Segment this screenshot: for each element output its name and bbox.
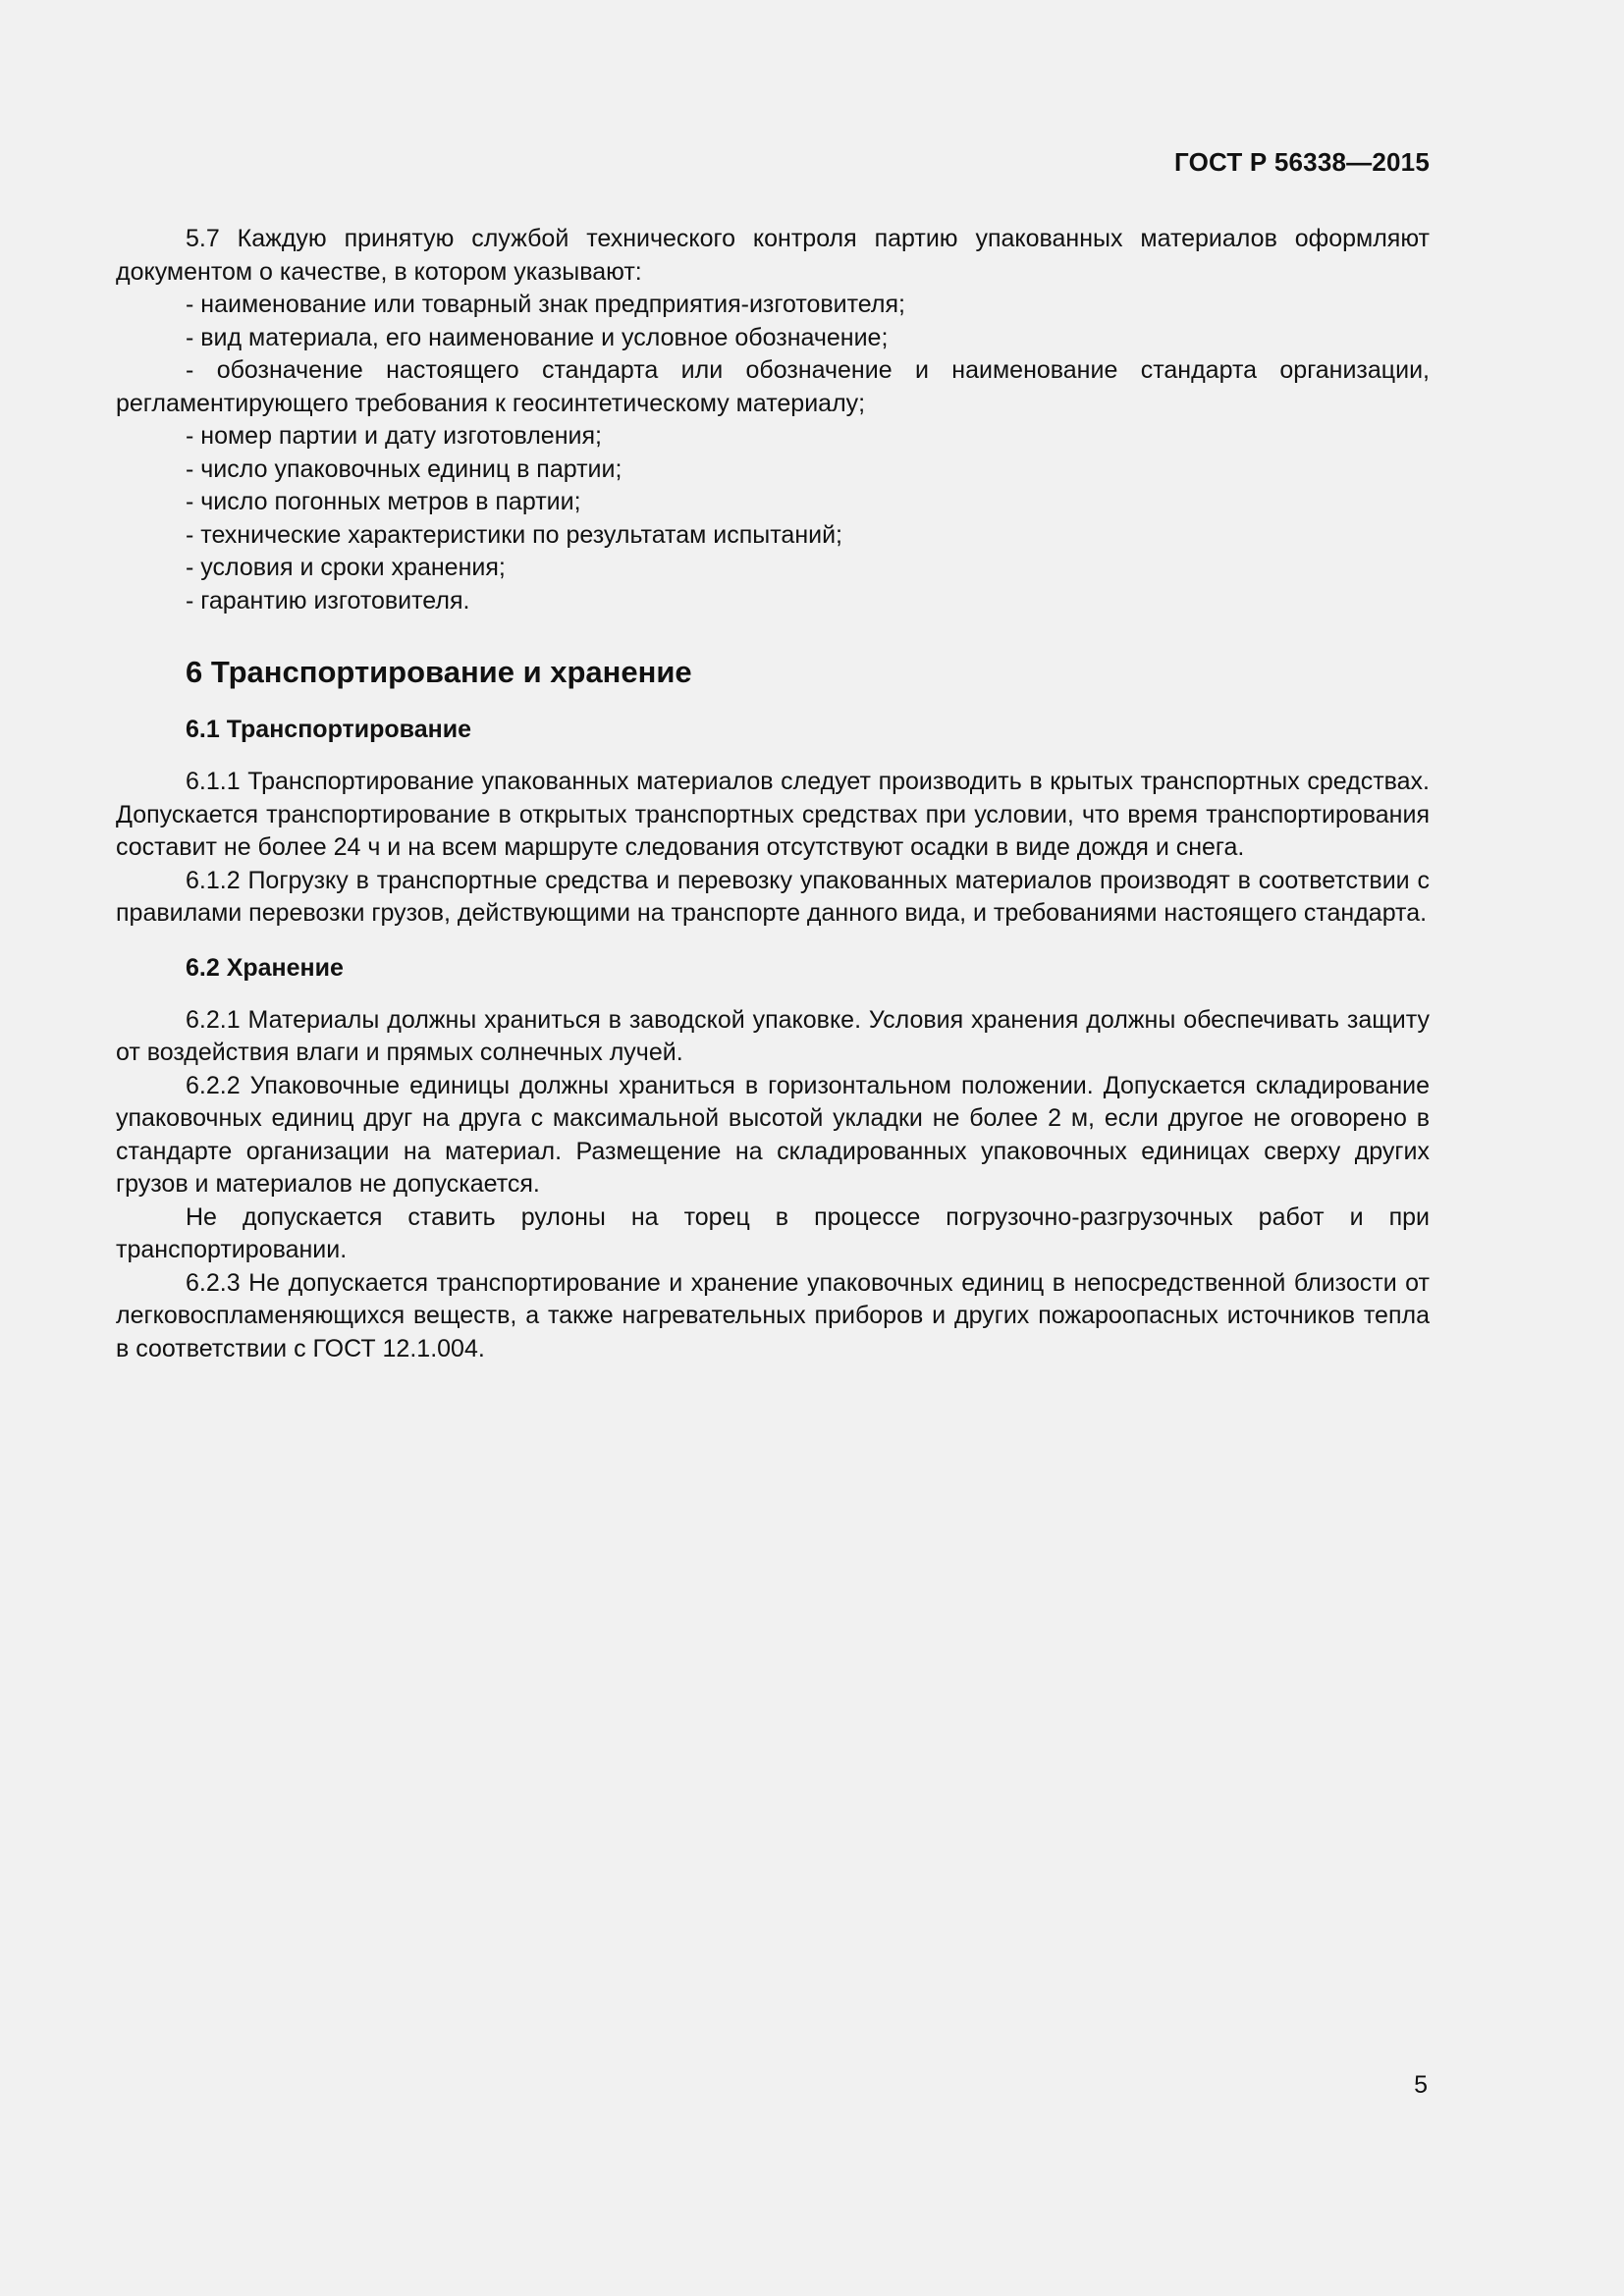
subsection-6-2-heading: 6.2 Хранение — [186, 953, 344, 982]
document-code-header: ГОСТ Р 56338—2015 — [1174, 147, 1430, 177]
list-item: - число упаковочных единиц в партии; — [186, 454, 623, 483]
subsection-6-1-heading: 6.1 Транспортирование — [186, 716, 471, 743]
paragraph-6-1-2: 6.1.2 Погрузку в транспортные средства и перевозку упакованных материалов производят в соответствии с правилами перевозки грузов, действующими на транспорте данного вида, и требованиями настоящего стандарта. — [116, 866, 1430, 927]
clause-5-7-intro: 5.7 Каждую принятую службой технического контроля партию упакованных материалов оформляют документом о качестве, в котором указывают: — [116, 225, 1430, 286]
page-number: 5 — [1414, 2071, 1428, 2099]
list-item: - технические характеристики по результатам испытаний; — [186, 520, 842, 549]
list-item: - наименование или товарный знак предприятия-изготовителя; — [186, 291, 905, 318]
list-item: - вид материала, его наименование и условное обозначение; — [186, 323, 889, 351]
paragraph-6-2-1: 6.2.1 Материалы должны храниться в заводской упаковке. Условия хранения должны обеспечивать защиту от воздействия влаги и прямых солнечных лучей. — [116, 1005, 1430, 1066]
list-item: - номер партии и дату изготовления; — [186, 422, 602, 450]
list-item: - условия и сроки хранения; — [186, 554, 506, 581]
document-body — [116, 223, 1430, 1365]
section-6-heading: 6 Транспортирование и хранение — [186, 655, 692, 689]
list-item: - обозначение настоящего стандарта или обозначение и наименование стандарта организации, регламентирующего требования к геосинтетическому материалу; — [116, 356, 1430, 417]
list-item: - число погонных метров в партии; — [186, 488, 581, 515]
paragraph-6-1-1: 6.1.1 Транспортирование упакованных материалов следует производить в крытых транспортных средствах. Допускается транспортирование в открытых транспортных средствах при условии, что время транспортирования составит не более 24 ч и на всем маршруте следования отсутствуют осадки в виде дождя и снега. — [116, 768, 1430, 861]
paragraph-6-2-2: 6.2.2 Упаковочные единицы должны храниться в горизонтальном положении. Допускается складирование упаковочных единиц друг на друга с максимальной высотой укладки не более 2 м, если другое не оговорено в стандарте организации на материал. Размещение на складированных упаковочных единицах сверху других грузов и материалов не допускается. — [116, 1071, 1430, 1198]
paragraph-6-2-2-note: Не допускается ставить рулоны на торец в процессе погрузочно-разгрузочных работ и при транспортировании. — [116, 1202, 1430, 1263]
list-item: - гарантию изготовителя. — [186, 586, 470, 614]
paragraph-6-2-3: 6.2.3 Не допускается транспортирование и хранение упаковочных единиц в непосредственной близости от легковоспламеняющихся веществ, а также нагревательных приборов и других пожароопасных источников тепла в соответствии с ГОСТ 12.1.004. — [116, 1268, 1430, 1362]
